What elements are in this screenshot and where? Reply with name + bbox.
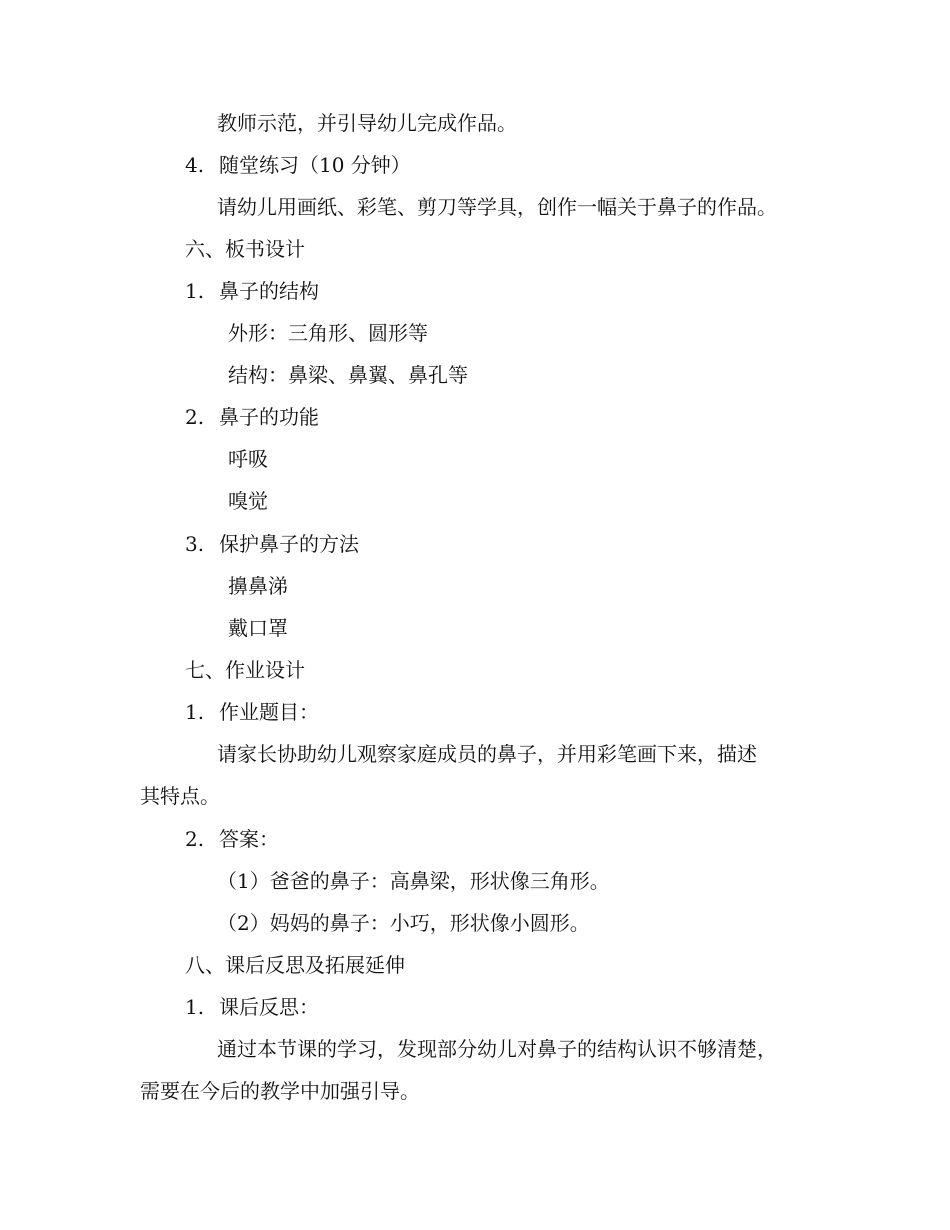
sub-item (228, 362, 468, 388)
section-heading (185, 236, 305, 262)
sub-item (228, 320, 428, 346)
paragraph-text: 教师示范，并引导幼儿完成作品。 (217, 111, 517, 135)
paragraph-text: 需要在今后的教学中加强引导。 (140, 1079, 420, 1103)
paragraph-text: 请幼儿用画纸、彩笔、剪刀等学具，创作一幅关于鼻子的作品。 (217, 195, 777, 219)
numbered-item (185, 404, 319, 430)
paragraph-line (217, 1036, 777, 1062)
answer-text: （2）妈妈的鼻子：小巧，形状像小圆形。 (217, 911, 590, 935)
sub-item-text: 嗅觉 (228, 489, 268, 513)
answer-item (217, 868, 610, 894)
sub-item (228, 446, 268, 472)
paragraph-line (217, 194, 777, 220)
section-heading (185, 952, 405, 978)
sub-item-text: 呼吸 (228, 447, 268, 471)
section-heading (185, 657, 305, 683)
item-text: 保护鼻子的方法 (219, 532, 359, 556)
item-number: 1. (185, 279, 205, 303)
paragraph-text: 其特点。 (140, 784, 220, 808)
section-heading-text: 六、板书设计 (185, 237, 305, 261)
item-number: 3. (185, 532, 205, 556)
item-text: 随堂练习（10 分钟） (219, 153, 411, 177)
answer-item (217, 910, 590, 936)
numbered-item (185, 531, 359, 557)
item-text: 答案： (219, 827, 279, 851)
numbered-item (185, 152, 411, 178)
item-number: 2. (185, 405, 205, 429)
sub-item-text: 擤鼻涕 (228, 574, 288, 598)
item-text: 课后反思： (219, 995, 319, 1019)
sub-item (228, 615, 288, 641)
item-text: 作业题目： (219, 700, 319, 724)
item-text: 鼻子的结构 (219, 279, 319, 303)
section-heading-text: 八、课后反思及拓展延伸 (185, 953, 405, 977)
sub-item-text: 外形：三角形、圆形等 (228, 321, 428, 345)
item-text: 鼻子的功能 (219, 405, 319, 429)
numbered-item (185, 826, 279, 852)
paragraph-text: 通过本节课的学习，发现部分幼儿对鼻子的结构认识不够清楚， (217, 1037, 777, 1061)
item-number: 2. (185, 827, 205, 851)
sub-item-text: 戴口罩 (228, 616, 288, 640)
numbered-item (185, 278, 319, 304)
paragraph-line (217, 110, 517, 136)
sub-item (228, 488, 268, 514)
sub-item-text: 结构：鼻梁、鼻翼、鼻孔等 (228, 363, 468, 387)
paragraph-text: 请家长协助幼儿观察家庭成员的鼻子，并用彩笔画下来，描述 (217, 742, 757, 766)
paragraph-line (217, 741, 757, 767)
paragraph-line (140, 783, 220, 809)
item-number: 1. (185, 995, 205, 1019)
paragraph-line (140, 1078, 420, 1104)
sub-item (228, 573, 288, 599)
item-number: 4. (185, 153, 205, 177)
answer-text: （1）爸爸的鼻子：高鼻梁，形状像三角形。 (217, 869, 610, 893)
section-heading-text: 七、作业设计 (185, 658, 305, 682)
item-number: 1. (185, 700, 205, 724)
numbered-item (185, 994, 319, 1020)
numbered-item (185, 699, 319, 725)
